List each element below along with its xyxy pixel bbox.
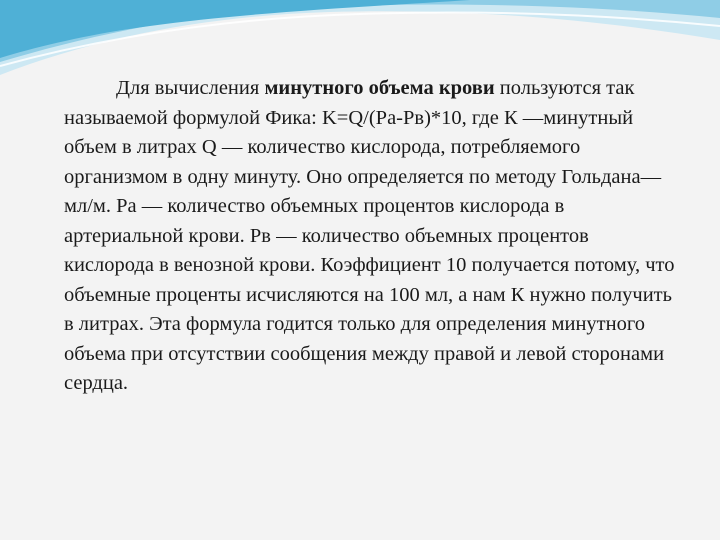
paragraph-intro: Для вычисления <box>116 77 265 99</box>
term-highlight: минутного объема крови <box>264 77 495 99</box>
paragraph-body: пользуются так называемой формулой Фика: K=Q/(Pa-Pв)*10, где К —минутный объем в литрах Q — количество кислорода, потребляемого организмом в одну минуту. Оно определяется по методу Гольдана—мл/м. Pa — количество объемных процентов кислорода в артериальной крови. Pв — количество объемных процентов кислорода в венозной крови. Коэффициент 10 получается потому, что объемные проценты исчисляются на 100 мл, а нам К нужно получить в литрах. Эта формула годится только для определения минутного объема при отсутствии сообщения между правой и левой сторонами сердца. <box>64 77 675 394</box>
main-paragraph <box>64 74 676 399</box>
slide-text-block <box>64 74 676 399</box>
